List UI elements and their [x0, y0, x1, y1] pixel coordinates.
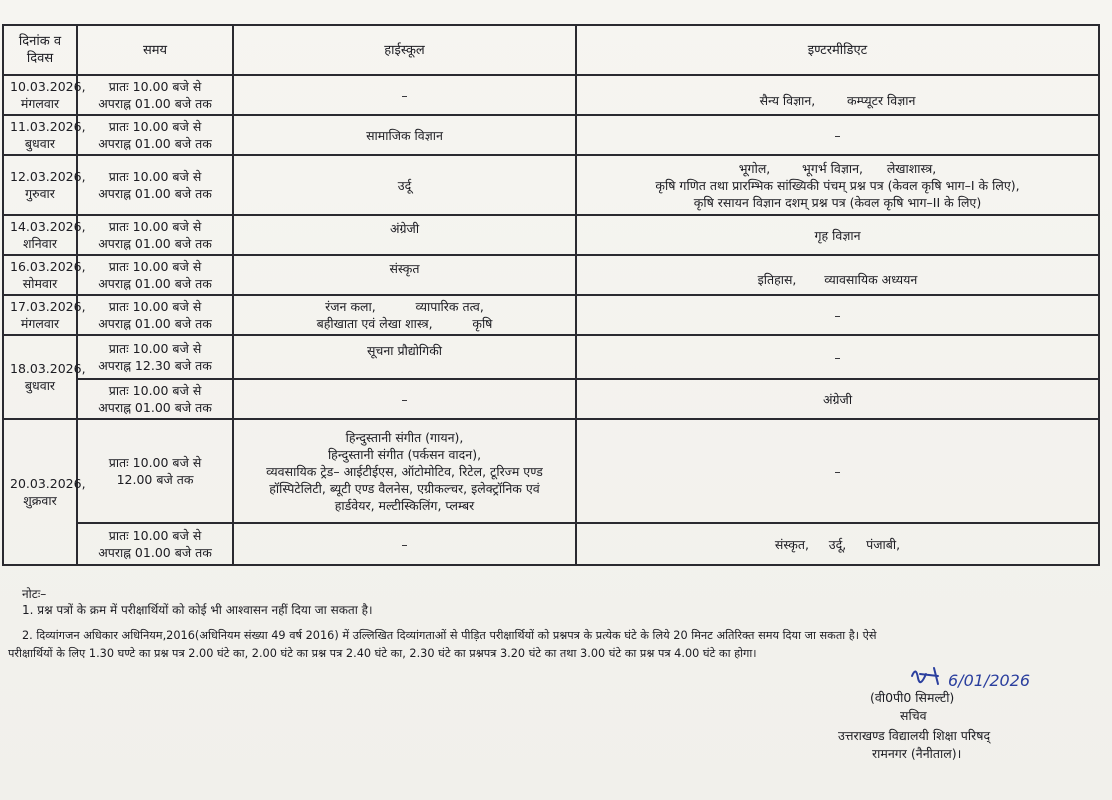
- table-row: [3, 419, 1099, 523]
- table-row: [3, 255, 1099, 295]
- header-time: समय: [77, 25, 233, 75]
- intermediate-cell: –: [576, 115, 1099, 155]
- exam-schedule-table: [2, 24, 1100, 566]
- date-cell: 12.03.2026, गुरुवार: [3, 155, 77, 215]
- signature-organization: उत्तराखण्ड विद्यालयी शिक्षा परिषद्: [838, 728, 991, 743]
- date-cell: 10.03.2026, मंगलवार: [3, 75, 77, 115]
- time-cell: प्रातः 10.00 बजे से अपराह्न 01.00 बजे तक: [77, 215, 233, 255]
- time-cell: प्रातः 10.00 बजे से अपराह्न 01.00 बजे तक: [77, 75, 233, 115]
- table-row: [3, 215, 1099, 255]
- header-intermediate: इण्टरमीडिएट: [576, 25, 1099, 75]
- time-cell: प्रातः 10.00 बजे से अपराह्न 01.00 बजे तक: [77, 295, 233, 335]
- highschool-cell: –: [233, 379, 576, 419]
- intermediate-cell: इतिहास, व्यावसायिक अध्ययन: [576, 255, 1099, 295]
- table-header-row: [3, 25, 1099, 75]
- intermediate-cell: अंग्रेजी: [576, 379, 1099, 419]
- header-date: दिनांक व दिवस: [3, 25, 77, 75]
- highschool-cell: –: [233, 523, 576, 565]
- signature-name: (वी0पी0 सिमल्टी): [870, 690, 955, 705]
- time-cell: प्रातः 10.00 बजे से अपराह्न 01.00 बजे तक: [77, 255, 233, 295]
- header-highschool: हाईस्कूल: [233, 25, 576, 75]
- signature-date-text: 6/01/2026: [948, 671, 1031, 690]
- date-cell: 16.03.2026, सोमवार: [3, 255, 77, 295]
- time-cell: प्रातः 10.00 बजे से अपराह्न 01.00 बजे तक: [77, 155, 233, 215]
- time-cell: प्रातः 10.00 बजे से अपराह्न 12.30 बजे तक: [77, 335, 233, 379]
- highschool-cell: अंग्रेजी: [233, 215, 576, 255]
- time-cell: प्रातः 10.00 बजे से अपराह्न 01.00 बजे तक: [77, 523, 233, 565]
- time-cell: प्रातः 10.00 बजे से अपराह्न 01.00 बजे तक: [77, 379, 233, 419]
- date-cell: 14.03.2026, शनिवार: [3, 215, 77, 255]
- highschool-cell: सूचना प्रौद्योगिकी: [233, 335, 576, 379]
- note-2-line-1: 2. दिव्यांगजन अधिकार अधिनियम,2016(अधिनियम संख्या 49 वर्ष 2016) में उल्लिखित दिव्यांगताओं से पीड़ित परीक्षार्थियों को प्रश्नपत्र के प्रत्येक घंटे के लिये 20 मिनट अतिरिक्त समय दिया जा सकता है। ऐसे: [22, 629, 877, 642]
- signature-designation: सचिव: [900, 708, 927, 723]
- highschool-cell: उर्दू: [233, 155, 576, 215]
- intermediate-cell: –: [576, 295, 1099, 335]
- table-row: [3, 155, 1099, 215]
- date-cell: 11.03.2026, बुधवार: [3, 115, 77, 155]
- notes-heading: नोटः–: [22, 587, 47, 601]
- highschool-cell: –: [233, 75, 576, 115]
- note-2-line-2: परीक्षार्थियों के लिए 1.30 घण्टे का प्रश्न पत्र 2.00 घंटे का, 2.00 घंटे का प्रश्न पत्र 2.40 घंटे का, 2.30 घंटे का प्रश्नपत्र 3.20 घंटे का तथा 3.00 घंटे का प्रश्न पत्र 4.00 घंटे का होगा।: [8, 647, 757, 660]
- highschool-cell: रंजन कला, व्यापारिक तत्व, बहीखाता एवं लेखा शास्त्र, कृषि: [233, 295, 576, 335]
- time-cell: प्रातः 10.00 बजे से अपराह्न 01.00 बजे तक: [77, 115, 233, 155]
- date-cell: 18.03.2026, बुधवार: [3, 335, 77, 419]
- table-row: [3, 379, 1099, 419]
- intermediate-cell: –: [576, 419, 1099, 523]
- highschool-cell: संस्कृत: [233, 255, 576, 295]
- table-row: [3, 523, 1099, 565]
- highschool-cell: हिन्दुस्तानी संगीत (गायन), हिन्दुस्तानी संगीत (पर्कसन वादन), व्यवसायिक ट्रेड– आईटीईएस, ऑटोमोटिव, रिटेल, टूरिज्म एण्ड हॉस्पिटेलिटी, ब्यूटी एण्ड वैलनेस, एग्रीकल्चर, इलेक्ट्रॉनिक एवं हार्डवेयर, मल्टीस्किलिंग, प्लम्बर: [233, 419, 576, 523]
- highschool-cell: सामाजिक विज्ञान: [233, 115, 576, 155]
- date-cell: 20.03.2026, शुक्रवार: [3, 419, 77, 565]
- table-row: [3, 75, 1099, 115]
- intermediate-cell: सैन्य विज्ञान, कम्प्यूटर विज्ञान: [576, 75, 1099, 115]
- note-1: 1. प्रश्न पत्रों के क्रम में परीक्षार्थियों को कोई भी आश्वासन नहीं दिया जा सकता है।: [22, 603, 373, 617]
- table-row: [3, 115, 1099, 155]
- date-cell: 17.03.2026, मंगलवार: [3, 295, 77, 335]
- intermediate-cell: भूगोल, भूगर्भ विज्ञान, लेखाशास्त्र, कृषि गणित तथा प्रारम्भिक सांख्यिकी पंचम् प्रश्न पत्र (केवल कृषि भाग–I के लिए), कृषि रसायन विज्ञान दशम् प्रश्न पत्र (केवल कृषि भाग–II के लिए): [576, 155, 1099, 215]
- table-row: [3, 295, 1099, 335]
- table-row: [3, 335, 1099, 379]
- intermediate-cell: गृह विज्ञान: [576, 215, 1099, 255]
- time-cell: प्रातः 10.00 बजे से 12.00 बजे तक: [77, 419, 233, 523]
- signature-place: रामनगर (नैनीताल)।: [872, 746, 962, 761]
- intermediate-cell: संस्कृत, उर्दू, पंजाबी,: [576, 523, 1099, 565]
- intermediate-cell: –: [576, 335, 1099, 379]
